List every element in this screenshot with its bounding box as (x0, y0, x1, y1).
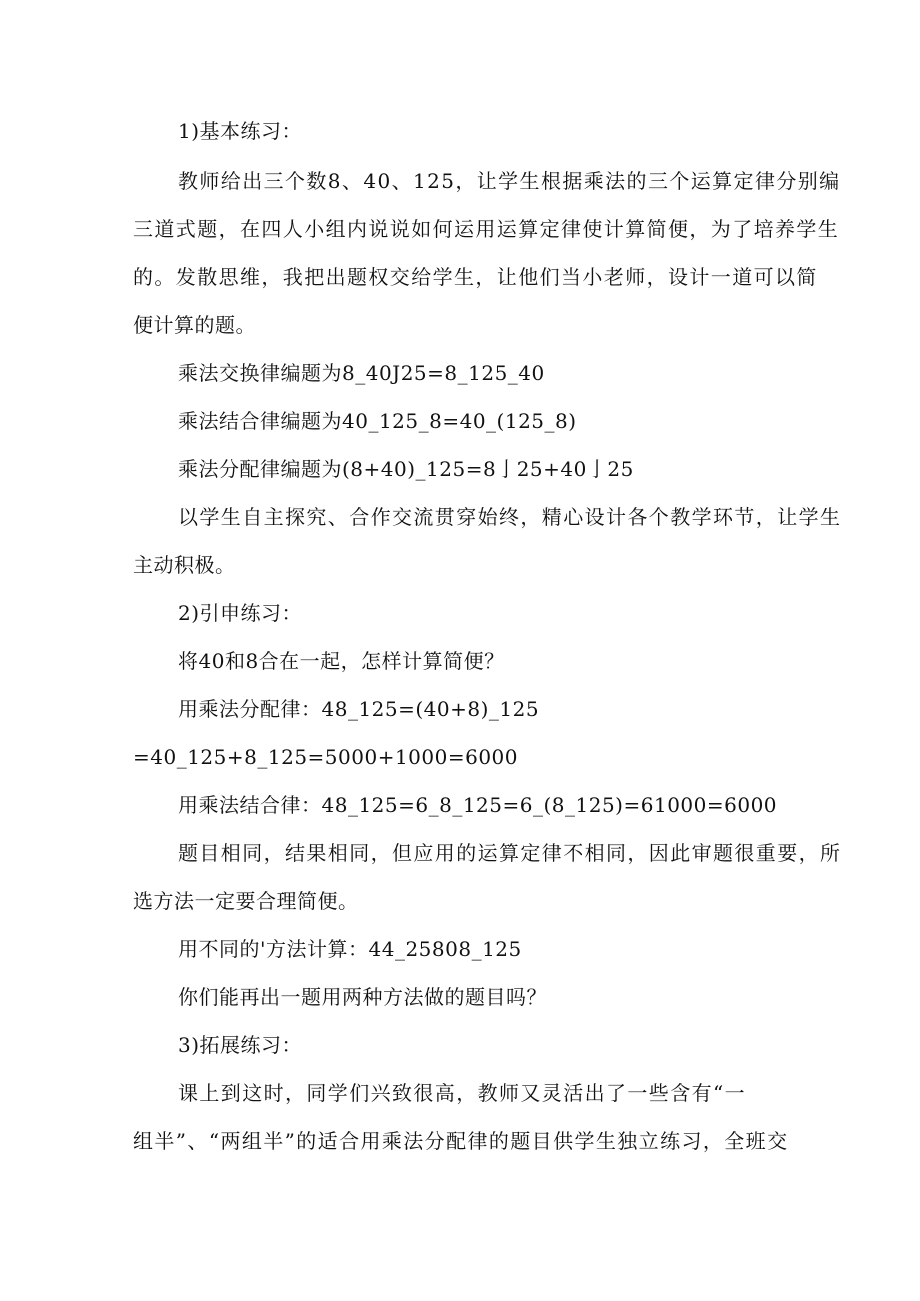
formula-line: 乘法交换律编题为8_40J25=8_125_40 (178, 361, 545, 385)
formula-line: 用不同的'方法计算：44_25808_125 (178, 937, 522, 961)
paragraph-line: 题目相同，结果相同，但应用的运算定律不相同，因此审题很重要，所 (178, 841, 842, 865)
formula-line: 用乘法结合律：48_125=6_8_125=6_(8_125)=61000=6000 (178, 793, 778, 817)
heading-expansion-practice: 3)拓展练习： (178, 1033, 303, 1057)
heading-basic-practice: 1)基本练习： (178, 119, 303, 143)
paragraph-line: 将40和8合在一起，怎样计算简便？ (178, 649, 505, 673)
formula-line: 乘法结合律编题为40_125_8=40_(125_8) (178, 409, 577, 433)
paragraph-line: 课上到这时，同学们兴致很高，教师又灵活出了一些含有“一 (178, 1081, 747, 1105)
paragraph-line: 主动积极。 (133, 553, 236, 577)
formula-line: 乘法分配律编题为(8+40)_125=8亅25+40亅25 (178, 457, 634, 481)
paragraph-line: 以学生自主探究、合作交流贯穿始终，精心设计各个教学环节，让学生 (178, 505, 842, 529)
heading-extension-practice: 2)引申练习： (178, 601, 303, 625)
paragraph-line: 组半”、“两组半”的适合用乘法分配律的题目供学生独立练习，全班交 (133, 1129, 789, 1153)
paragraph-line: 的。发散思维，我把出题权交给学生，让他们当小老师，设计一道可以简 (133, 265, 818, 289)
paragraph-line: 教师给出三个数8、40、125，让学生根据乘法的三个运算定律分别编 (178, 169, 841, 193)
paragraph-line: 你们能再出一题用两种方法做的题目吗？ (178, 985, 547, 1009)
formula-line: =40_125+8_125=5000+1000=6000 (133, 745, 519, 769)
paragraph-line: 选方法一定要合理简便。 (133, 889, 359, 913)
paragraph-line: 便计算的题。 (133, 313, 256, 337)
formula-line: 用乘法分配律：48_125=(40+8)_125 (178, 697, 540, 721)
paragraph-line: 三道式题，在四人小组内说说如何运用运算定律使计算简便，为了培养学生 (133, 217, 840, 241)
